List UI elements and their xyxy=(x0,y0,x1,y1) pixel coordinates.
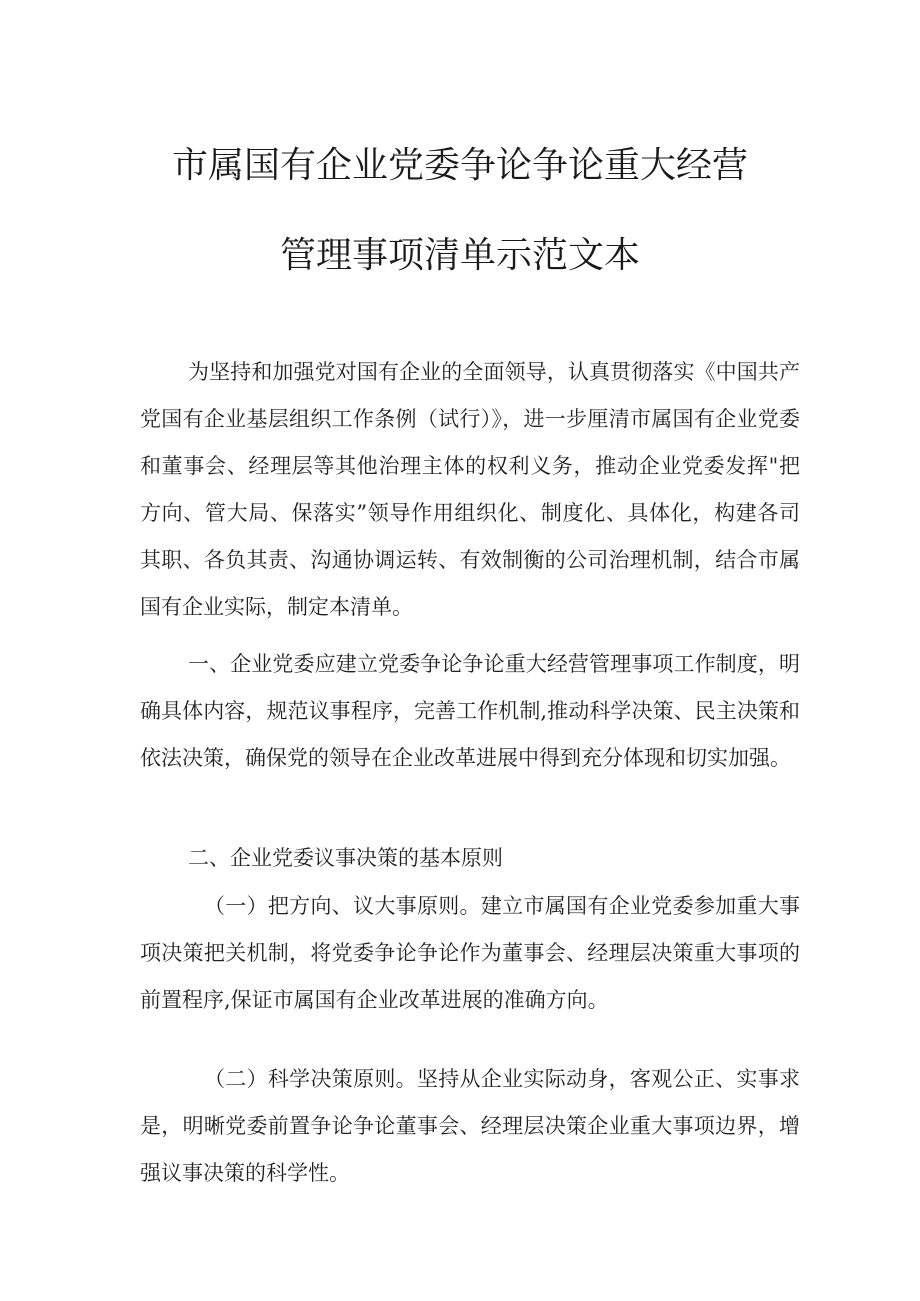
paragraph-text: （一）把方向、议大事原则。建立市属国有企业党委参加重大事项决策把关机制，将党委争论争论作为董事会、经理层决策重大事项的前置程序,保证市属国有企业改革进展的准确方向。 xyxy=(140,894,800,1012)
paragraph-text: 二、企业党委议事决策的基本原则 xyxy=(188,846,503,870)
paragraph-preamble xyxy=(140,349,800,631)
paragraph-section-1 xyxy=(140,641,800,782)
paragraph-section-2-heading xyxy=(140,835,800,882)
paragraph-text: 为坚持和加强党对国有企业的全面领导，认真贯彻落实《中国共产党国有企业基层组织工作条例（试行）》，进一步厘清市属国有企业党委和董事会、经理层等其他治理主体的权利义务，推动企业党委发挥"把方向、管大局、保落实”领导作用组织化、制度化、具体化，构建各司其职、各负其责、沟通协调运转、有效制衡的公司治理机制，结合市属国有企业实际，制定本清单。 xyxy=(140,360,800,619)
document-title-line-2: 管理事项清单示范文本 xyxy=(279,235,640,276)
paragraph-text: （二）科学决策原则。坚持从企业实际动身，客观公正、实事求是，明晰党委前置争论争论董事会、经理层决策企业重大事项边界，增强议事决策的科学性。 xyxy=(140,1067,800,1185)
document-title-line-1: 市属国有企业党委争论争论重大经营 xyxy=(171,145,748,186)
paragraph-text: 一、企业党委应建立党委争论争论重大经营管理事项工作制度，明确具体内容，规范议事程序，完善工作机制,推动科学决策、民主决策和依法决策，确保党的领导在企业改革进展中得到充分体现和切实加强。 xyxy=(140,652,800,770)
paragraph-principle-2 xyxy=(140,1056,800,1197)
paragraph-principle-1 xyxy=(140,883,800,1024)
